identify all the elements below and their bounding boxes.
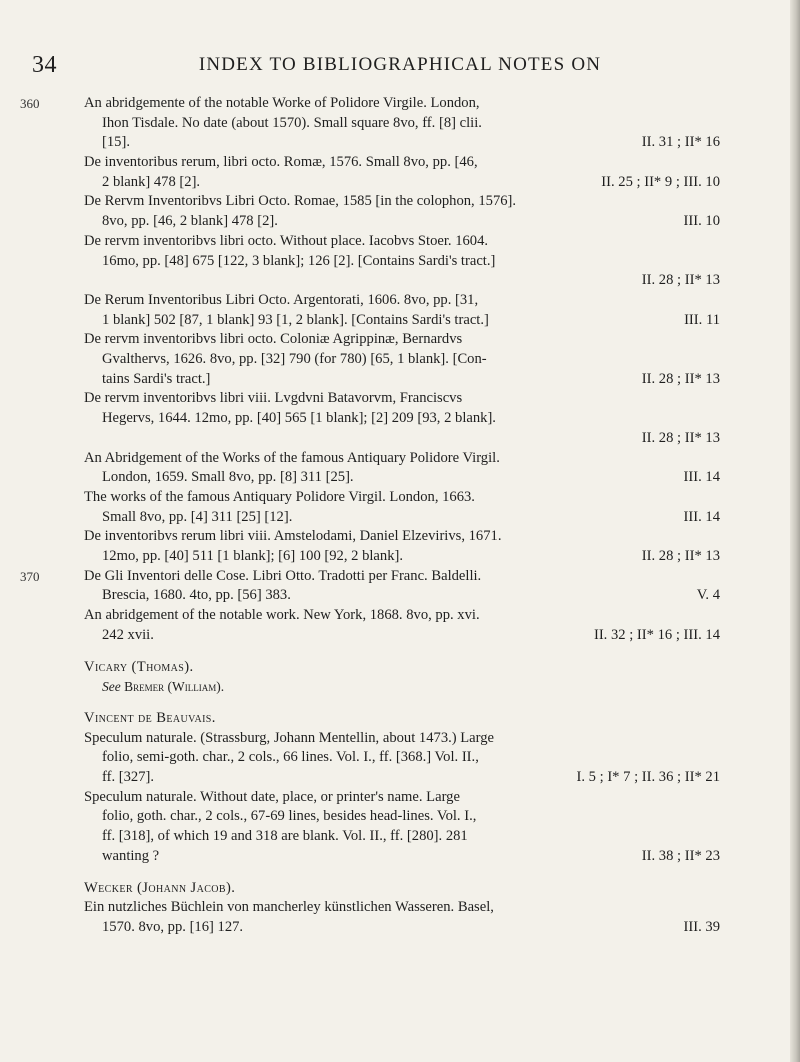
entry-line bbox=[84, 429, 720, 449]
entry-line: 16mo, pp. [48] 675 [122, 3 blank]; 126 [2]. [Contains Sardi's tract.] bbox=[102, 252, 496, 269]
volume-reference: II. 31 ; II* 16 bbox=[641, 134, 720, 151]
index-entry bbox=[84, 606, 720, 645]
entry-text: 1 blank] 502 [87, 1 blank] 93 [1, 2 blank]. [Contains Sardi's tract.] bbox=[102, 311, 489, 328]
entry-text: 242 xvii. bbox=[102, 626, 154, 643]
entry-line bbox=[84, 212, 720, 232]
heading-wecker: Wecker (Johann Jacob). bbox=[84, 879, 236, 896]
entry-text: 2 blank] 478 [2]. bbox=[102, 173, 201, 190]
volume-reference: II. 32 ; II* 16 ; III. 14 bbox=[593, 626, 720, 643]
entry-line: An Abridgement of the Works of the famous Antiquary Polidore Virgil. bbox=[84, 449, 500, 466]
volume-reference: I. 5 ; I* 7 ; II. 36 ; II* 21 bbox=[576, 769, 720, 786]
entry-number: 360 bbox=[20, 96, 40, 111]
index-entry bbox=[84, 291, 720, 330]
entry-line: An abridgemente of the notable Worke of Polidore Virgile. London, bbox=[84, 95, 480, 111]
entry-line bbox=[84, 133, 720, 153]
entry-text: 12mo, pp. [40] 511 [1 blank]; [6] 100 [92, 2 blank]. bbox=[102, 548, 404, 565]
index-entry bbox=[20, 567, 720, 606]
vincent-entries bbox=[20, 729, 800, 867]
entry-line: De Gli Inventori delle Cose. Libri Otto. Tradotti per Franc. Baldelli. bbox=[84, 567, 482, 584]
entry-line: De rervm inventoribvs libri viii. Lvgdvni Batavorvm, Franciscvs bbox=[84, 390, 463, 407]
volume-reference: III. 11 bbox=[684, 311, 720, 328]
index-entry bbox=[84, 488, 720, 527]
index-entry bbox=[84, 389, 720, 448]
volume-reference: II. 28 ; II* 13 bbox=[641, 370, 720, 387]
entry-text: tains Sardi's tract.] bbox=[102, 370, 211, 387]
index-entry bbox=[84, 729, 720, 788]
entry-line: Speculum naturale. (Strassburg, Johann Mentellin, about 1473.) Large bbox=[84, 729, 495, 746]
heading-vincent: Vincent de Beauvais. bbox=[84, 709, 216, 726]
entry-line: De inventoribvs rerum libri viii. Amstelodami, Daniel Elzevirivs, 1671. bbox=[84, 528, 502, 545]
see-target: Bremer (William). bbox=[124, 679, 225, 695]
entry-line bbox=[84, 547, 720, 567]
entry-line bbox=[84, 847, 720, 867]
entry-line: Hegervs, 1644. 12mo, pp. [40] 565 [1 blank]; [2] 209 [93, 2 blank]. bbox=[102, 410, 496, 427]
entry-line: Speculum naturale. Without date, place, or printer's name. Large bbox=[84, 788, 460, 805]
entry-text: ff. [327]. bbox=[102, 769, 155, 786]
entry-line: Ihon Tisdale. No date (about 1570). Small square 8vo, ff. [8] clii. bbox=[102, 114, 482, 131]
entry-line: De Rerum Inventoribus Libri Octo. Argentorati, 1606. 8vo, pp. [31, bbox=[84, 291, 479, 308]
entry-text: 8vo, pp. [46, 2 blank] 478 [2]. bbox=[102, 213, 278, 230]
entry-text: wanting ? bbox=[102, 847, 160, 864]
volume-reference: II. 28 ; II* 13 bbox=[641, 548, 720, 565]
volume-reference: II. 25 ; II* 9 ; III. 10 bbox=[601, 173, 720, 190]
entry-text: Small 8vo, pp. [4] 311 [25] [12]. bbox=[102, 508, 293, 525]
page-number: 34 bbox=[32, 52, 57, 78]
page-header bbox=[0, 52, 800, 82]
index-content bbox=[20, 94, 800, 938]
entry-line: ff. [318], of which 19 and 318 are blank. Vol. II., ff. [280]. 281 bbox=[102, 828, 468, 845]
entry-line bbox=[84, 586, 720, 606]
wecker-entries bbox=[20, 898, 800, 937]
index-entry bbox=[84, 449, 720, 488]
entry-line bbox=[84, 173, 720, 193]
index-entry bbox=[84, 232, 720, 291]
entry-line bbox=[84, 271, 720, 291]
entry-line: folio, semi-goth. char., 2 cols., 66 lines. Vol. I., ff. [368.] Vol. II., bbox=[102, 749, 479, 766]
entry-line bbox=[84, 311, 720, 331]
index-entry bbox=[84, 153, 720, 192]
index-entry bbox=[84, 898, 720, 937]
volume-reference: III. 14 bbox=[683, 508, 720, 525]
entry-line: De rervm inventoribvs libri octo. Coloniæ Agrippinæ, Bernardvs bbox=[84, 331, 463, 348]
volume-reference: III. 10 bbox=[683, 213, 720, 230]
entry-line: The works of the famous Antiquary Polidore Virgil. London, 1663. bbox=[84, 488, 475, 505]
volume-reference: V. 4 bbox=[696, 587, 720, 604]
volume-reference: III. 39 bbox=[683, 918, 720, 935]
index-entry bbox=[84, 330, 720, 389]
entry-text: Brescia, 1680. 4to, pp. [56] 383. bbox=[102, 587, 291, 604]
entry-number: 370 bbox=[20, 568, 40, 584]
entry-line bbox=[84, 768, 720, 788]
volume-reference: II. 38 ; II* 23 bbox=[641, 847, 720, 864]
entry-text: [15]. bbox=[102, 134, 130, 151]
volume-reference: II. 28 ; II* 13 bbox=[641, 272, 720, 289]
running-title: INDEX TO BIBLIOGRAPHICAL NOTES ON bbox=[198, 54, 602, 75]
entry-line: De Rervm Inventoribvs Libri Octo. Romae, 1585 [in the colophon, 1576]. bbox=[84, 193, 517, 210]
entry-line bbox=[84, 370, 720, 390]
heading-vicary: Vicary (Thomas). bbox=[84, 658, 194, 675]
volume-reference: II. 28 ; II* 13 bbox=[641, 429, 720, 446]
entry-line: Ein nutzliches Büchlein von mancherley künstlichen Wasseren. Basel, bbox=[84, 899, 494, 916]
entry-line: Gvalthervs, 1626. 8vo, pp. [32] 790 (for 780) [65, 1 blank]. [Con- bbox=[102, 351, 487, 368]
entry-line: De rervm inventoribvs libri octo. Without place. Iacobvs Stoer. 1604. bbox=[84, 232, 489, 249]
entry-line bbox=[84, 626, 720, 646]
polidore-entries bbox=[20, 94, 800, 646]
entry-line: folio, goth. char., 2 cols., 67-69 lines, besides head-lines. Vol. I., bbox=[102, 808, 477, 825]
entry-line: De inventoribus rerum, libri octo. Romæ, 1576. Small 8vo, pp. [46, bbox=[84, 154, 478, 171]
index-entry bbox=[84, 527, 720, 566]
entry-line bbox=[84, 468, 720, 488]
entry-text: London, 1659. Small 8vo, pp. [8] 311 [25]. bbox=[102, 469, 354, 486]
volume-reference: III. 14 bbox=[683, 469, 720, 486]
index-entry bbox=[84, 788, 720, 867]
see-label: See bbox=[102, 679, 121, 695]
entry-line bbox=[84, 508, 720, 528]
index-entry bbox=[20, 94, 720, 153]
entry-line bbox=[84, 918, 720, 938]
entry-line: An abridgement of the notable work. New York, 1868. 8vo, pp. xvi. bbox=[84, 607, 480, 624]
entry-text: 1570. 8vo, pp. [16] 127. bbox=[102, 918, 244, 935]
see-reference bbox=[102, 677, 800, 697]
index-entry bbox=[84, 192, 720, 231]
